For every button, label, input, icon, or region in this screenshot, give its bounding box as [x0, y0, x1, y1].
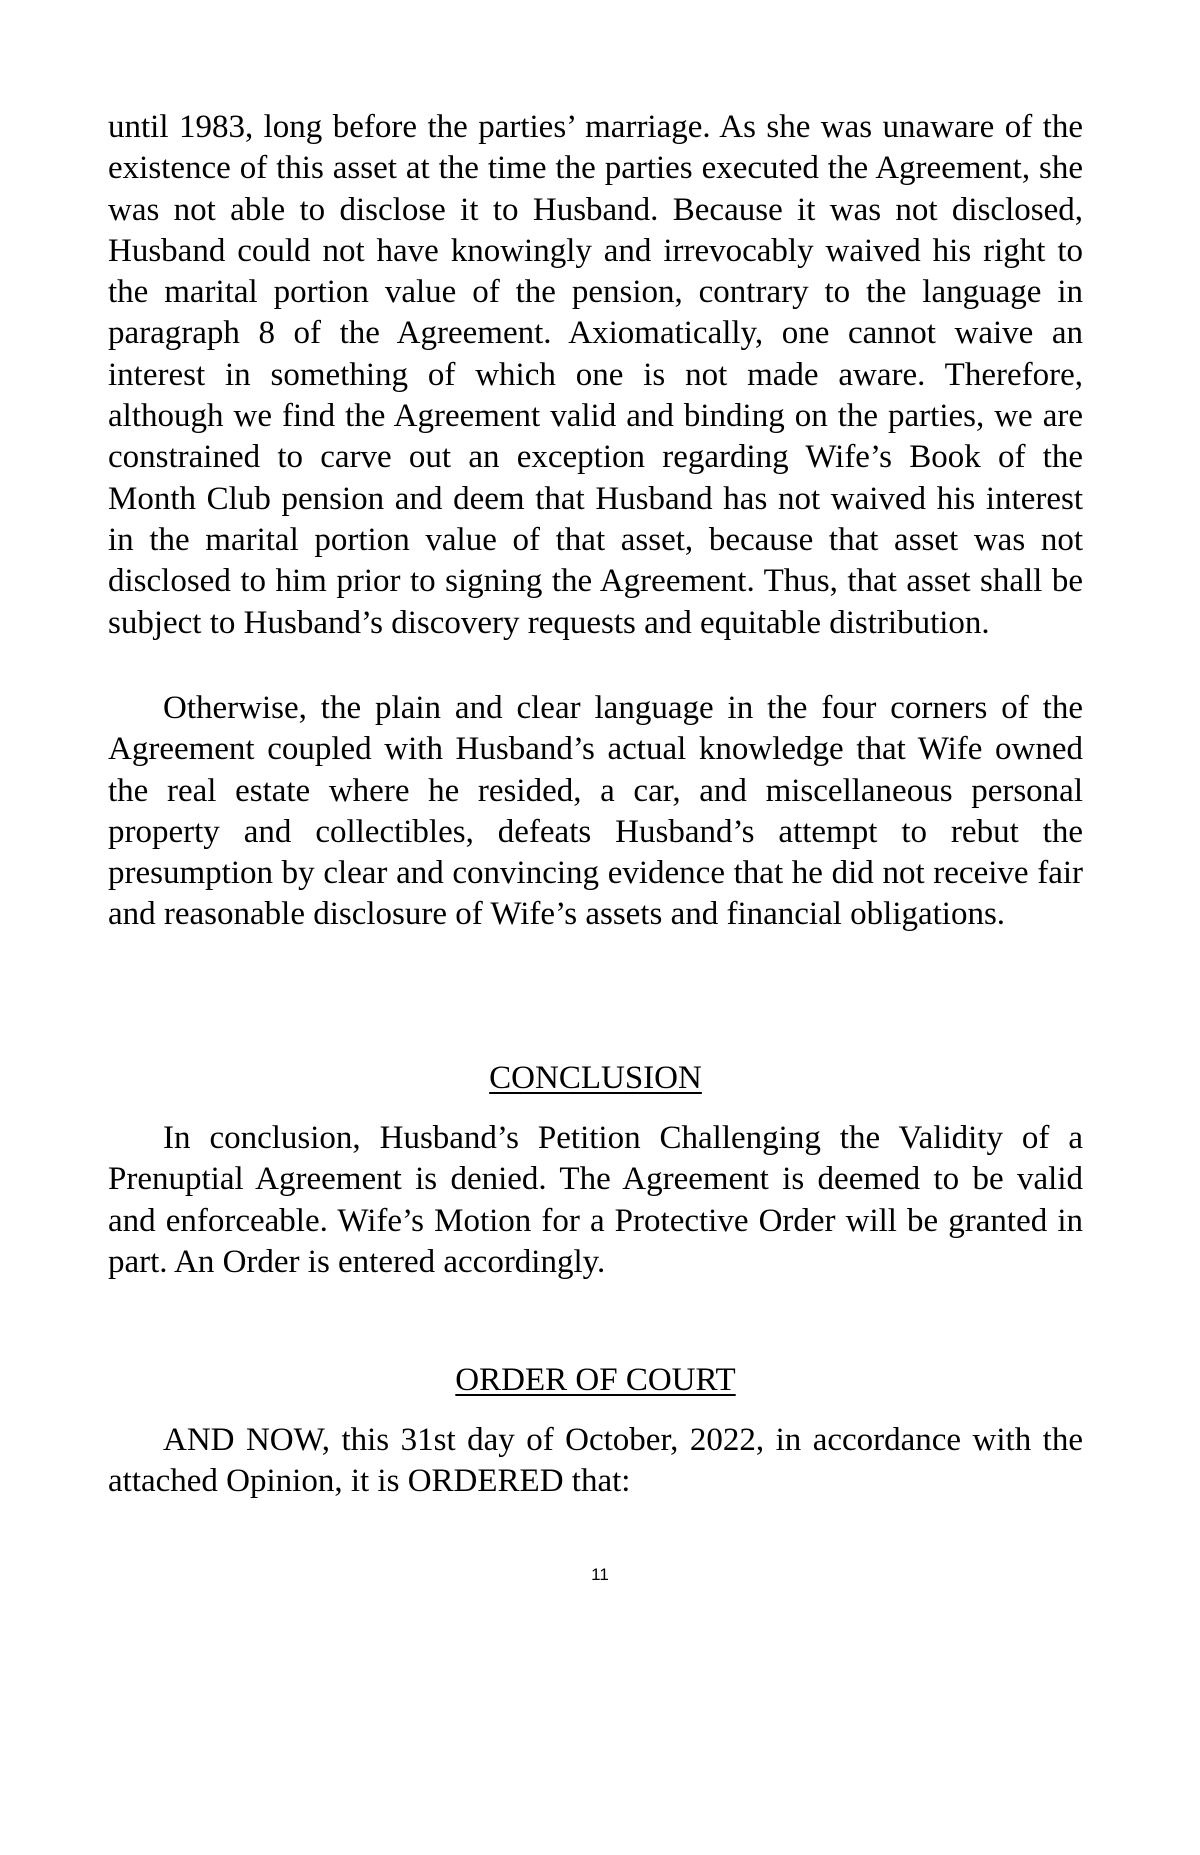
order-of-court-heading: [108, 1360, 1083, 1401]
body-paragraph-pension-disclosure: until 1983, long before the parties’ marriage. As she was unaware of the existence of this asset at the time the parties executed the Agreement, she was not able to disclose it to Husband. Because it was not disclosed, Husband could not have knowingly and irrevocably waived his right to the marital portion value of the pension, contrary to the language in paragraph 8 of the Agreement. Axiomatically, one cannot waive an interest in something of which one is not made aware. Therefore, although we find the Agreement valid and binding on the parties, we are constrained to carve out an exception regarding Wife’s Book of the Month Club pension and deem that Husband has not waived his interest in the marital portion value of that asset, because that asset was not disclosed to him prior to signing the Agreement. Thus, that asset shall be subject to Husband’s discovery requests and equitable distribution.: [108, 109, 1083, 641]
page-number: 11: [591, 1565, 609, 1584]
conclusion-heading: [108, 1058, 1083, 1099]
order-of-court-heading-text: ORDER OF COURT: [455, 1362, 736, 1398]
conclusion-paragraph: In conclusion, Husband’s Petition Challenging the Validity of a Prenuptial Agreement is denied. The Agreement is deemed to be valid and enforceable. Wife’s Motion for a Protective Order will be granted in part. An Order is entered accordingly.: [108, 1120, 1083, 1280]
body-paragraph-otherwise: Otherwise, the plain and clear language in the four corners of the Agreement coupled with Husband’s actual knowledge that Wife owned the real estate where he resided, a car, and miscellaneous personal property and collectibles, defeats Husband’s attempt to rebut the presumption by clear and convincing evidence that he did not receive fair and reasonable disclosure of Wife’s assets and financial obligations.: [108, 690, 1083, 933]
conclusion-heading-text: CONCLUSION: [489, 1060, 702, 1096]
order-paragraph: AND NOW, this 31st day of October, 2022, in accordance with the attached Opinion, it is ORDERED that:: [108, 1422, 1083, 1500]
